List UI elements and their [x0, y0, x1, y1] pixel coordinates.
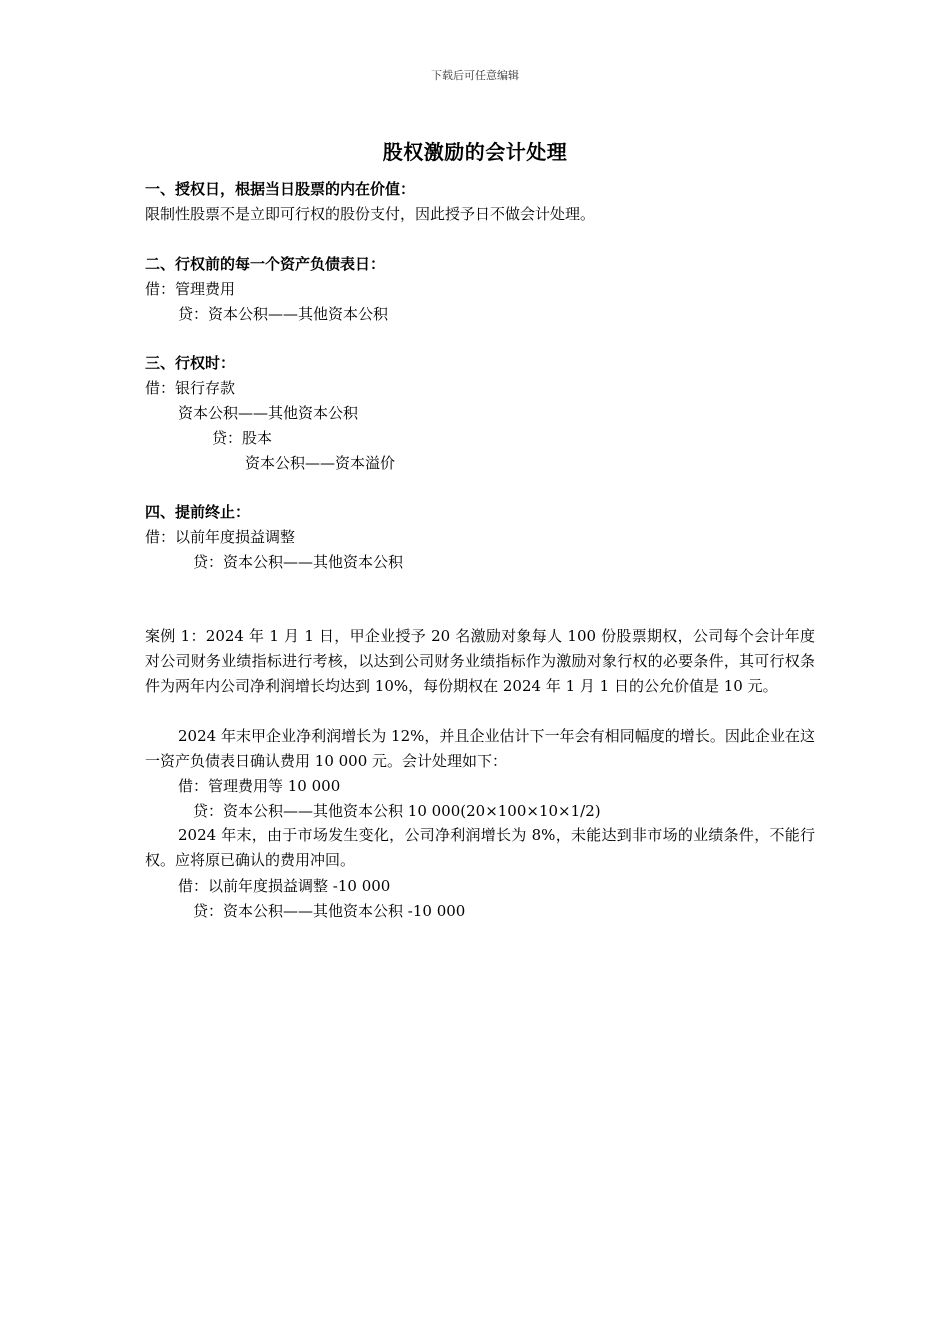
- section-1-body: 限制性股票不是立即可行权的股份支付，因此授予日不做会计处理。: [145, 205, 596, 223]
- section-3-credit-2: 资本公积——资本溢价: [245, 454, 396, 472]
- section-2-debit: 借：管理费用: [145, 280, 236, 298]
- section-4-debit: 借：以前年度损益调整: [145, 528, 296, 546]
- case-paragraph-1: 案例 1：2024 年 1 月 1 日，甲企业授予 20 名激励对象每人 100 份股票期权，公司每个会计年度对公司财务业绩指标进行考核，以达到公司财务业绩指标作为激励对象行权的必要条件，其可行权条件为两年内公司净利润增长均达到 10%，每份期权在 2024 年 1 月 1 日的公允价值是 10 元。: [145, 627, 815, 695]
- page-title: 股权激励的会计处理: [382, 140, 568, 164]
- case-entry-2-credit: 贷：资本公积——其他资本公积 -10 000: [193, 902, 466, 920]
- case-paragraph-3: 2024 年末，由于市场发生变化，公司净利润增长为 8%，未能达到非市场的业绩条件，不能行权。应将原已确认的费用冲回。: [145, 826, 815, 869]
- header-note: 下载后可任意编辑: [431, 69, 519, 82]
- section-2-heading: 二、行权前的每一个资产负债表日：: [145, 255, 386, 273]
- section-2-credit: 贷：资本公积——其他资本公积: [178, 305, 389, 323]
- section-3-credit-1: 贷：股本: [212, 429, 273, 447]
- section-3-heading: 三、行权时：: [145, 354, 236, 372]
- section-1-heading: 一、授权日，根据当日股票的内在价值：: [145, 180, 416, 198]
- section-3-debit-2: 资本公积——其他资本公积: [178, 404, 359, 422]
- case-entry-1-credit: 贷：资本公积——其他资本公积 10 000(20×100×10×1/2): [193, 802, 601, 820]
- section-4-credit: 贷：资本公积——其他资本公积: [193, 553, 404, 571]
- case-entry-1-debit: 借：管理费用等 10 000: [178, 777, 341, 795]
- case-paragraph-2: 2024 年末甲企业净利润增长为 12%，并且企业估计下一年会有相同幅度的增长。因此企业在这一资产负债表日确认费用 10 000 元。会计处理如下：: [145, 727, 815, 770]
- section-3-debit-1: 借：银行存款: [145, 379, 236, 397]
- case-entry-2-debit: 借：以前年度损益调整 -10 000: [178, 877, 391, 895]
- section-4-heading: 四、提前终止：: [145, 503, 251, 521]
